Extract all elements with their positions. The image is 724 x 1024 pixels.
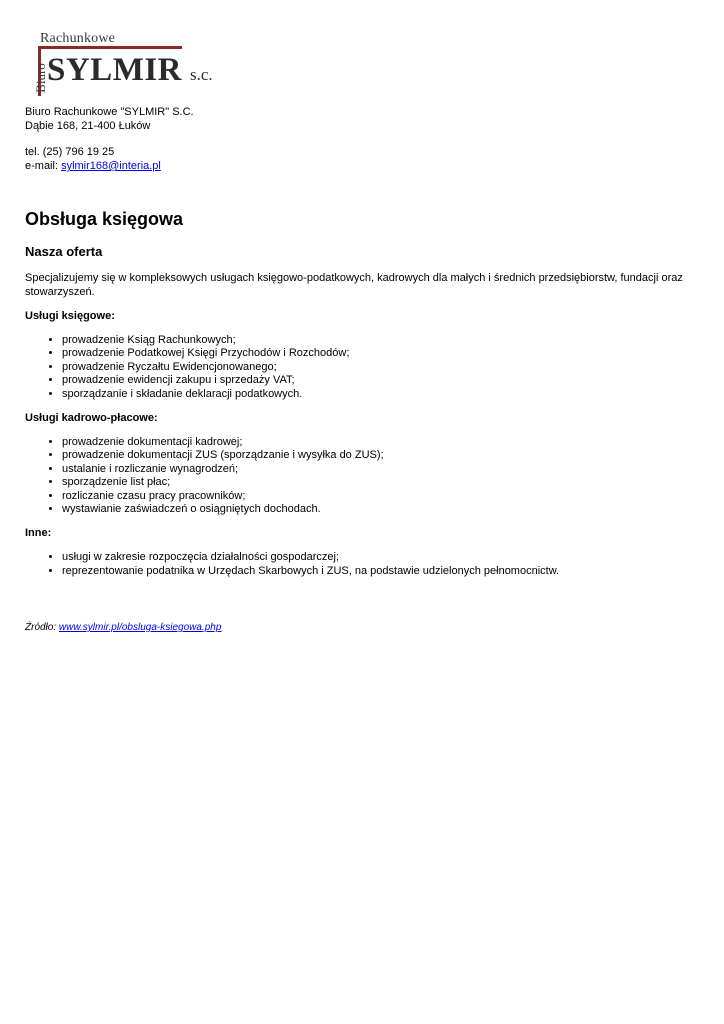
list-item: • reprezentowanie podatnika w Urzędach Skarbowych i ZUS, na podstawie udzielonych pełnomocnictw. bbox=[62, 565, 685, 578]
list-item: • prowadzenie ewidencji zakupu i sprzedaży VAT; bbox=[62, 374, 685, 387]
email-label: e-mail: bbox=[25, 160, 62, 172]
list-item: • prowadzenie Ryczałtu Ewidencjonowanego; bbox=[62, 361, 685, 374]
other-services-list bbox=[25, 551, 685, 578]
list-item: • sporządzenie list płac; bbox=[62, 476, 685, 489]
email-link[interactable]: sylmir168@interia.pl bbox=[61, 160, 161, 172]
list-item: • prowadzenie Podatkowej Księgi Przychodów i Rozchodów; bbox=[62, 347, 685, 360]
source-link[interactable]: www.sylmir.pl/obsluga-ksiegowa.php bbox=[58, 622, 222, 633]
logo-main-text: SYLMIR bbox=[47, 52, 183, 88]
page-subtitle: Nasza oferta bbox=[25, 244, 103, 259]
list-item: • ustalanie i rozliczanie wynagrodzeń; bbox=[62, 463, 685, 476]
intro-paragraph: Specjalizujemy się w kompleksowych usługach księgowo-podatkowych, kadrowych dla małych i średnich przedsiębiorstw, fundacji oraz stowarzyszeń. bbox=[25, 272, 683, 298]
logo-suffix-text: s.c. bbox=[190, 65, 213, 84]
logo-accent-bar-horizontal bbox=[38, 46, 182, 49]
list-item: • wystawianie zaświadczeń o osiągniętych dochodach. bbox=[62, 503, 685, 516]
logo-top-text: Rachunkowe bbox=[40, 31, 116, 46]
page-title: Obsługa księgowa bbox=[25, 209, 184, 229]
contact-block bbox=[25, 105, 194, 173]
company-logo bbox=[25, 30, 225, 98]
company-address: Dąbie 168, 21-400 Łuków bbox=[25, 120, 151, 132]
main-content bbox=[25, 207, 685, 578]
list-item: • prowadzenie dokumentacji kadrowej; bbox=[62, 436, 685, 449]
section-title-accounting: Usługi księgowe: bbox=[25, 310, 115, 322]
section-title-other: Inne: bbox=[25, 527, 52, 540]
spacer bbox=[25, 133, 194, 145]
logo-side-text: Biuro bbox=[33, 63, 48, 93]
list-item: • prowadzenie Ksiąg Rachunkowych; bbox=[62, 334, 685, 347]
list-item: • usługi w zakresie rozpoczęcia działalności gospodarczej; bbox=[62, 551, 685, 564]
company-name: Biuro Rachunkowe "SYLMIR" S.C. bbox=[25, 106, 194, 118]
source-line bbox=[25, 621, 221, 635]
phone-number: tel. (25) 796 19 25 bbox=[25, 146, 115, 158]
accounting-services-list bbox=[25, 334, 685, 401]
list-item: • rozliczanie czasu pracy pracowników; bbox=[62, 490, 685, 503]
source-label: Źródło: bbox=[25, 622, 59, 633]
section-title-payroll: Usługi kadrowo-płacowe: bbox=[25, 412, 158, 425]
email-line bbox=[25, 159, 194, 173]
payroll-services-list bbox=[25, 436, 685, 516]
list-item: • sporządzanie i składanie deklaracji podatkowych. bbox=[62, 388, 685, 401]
list-item: • prowadzenie dokumentacji ZUS (sporządzanie i wysyłka do ZUS); bbox=[62, 449, 685, 462]
